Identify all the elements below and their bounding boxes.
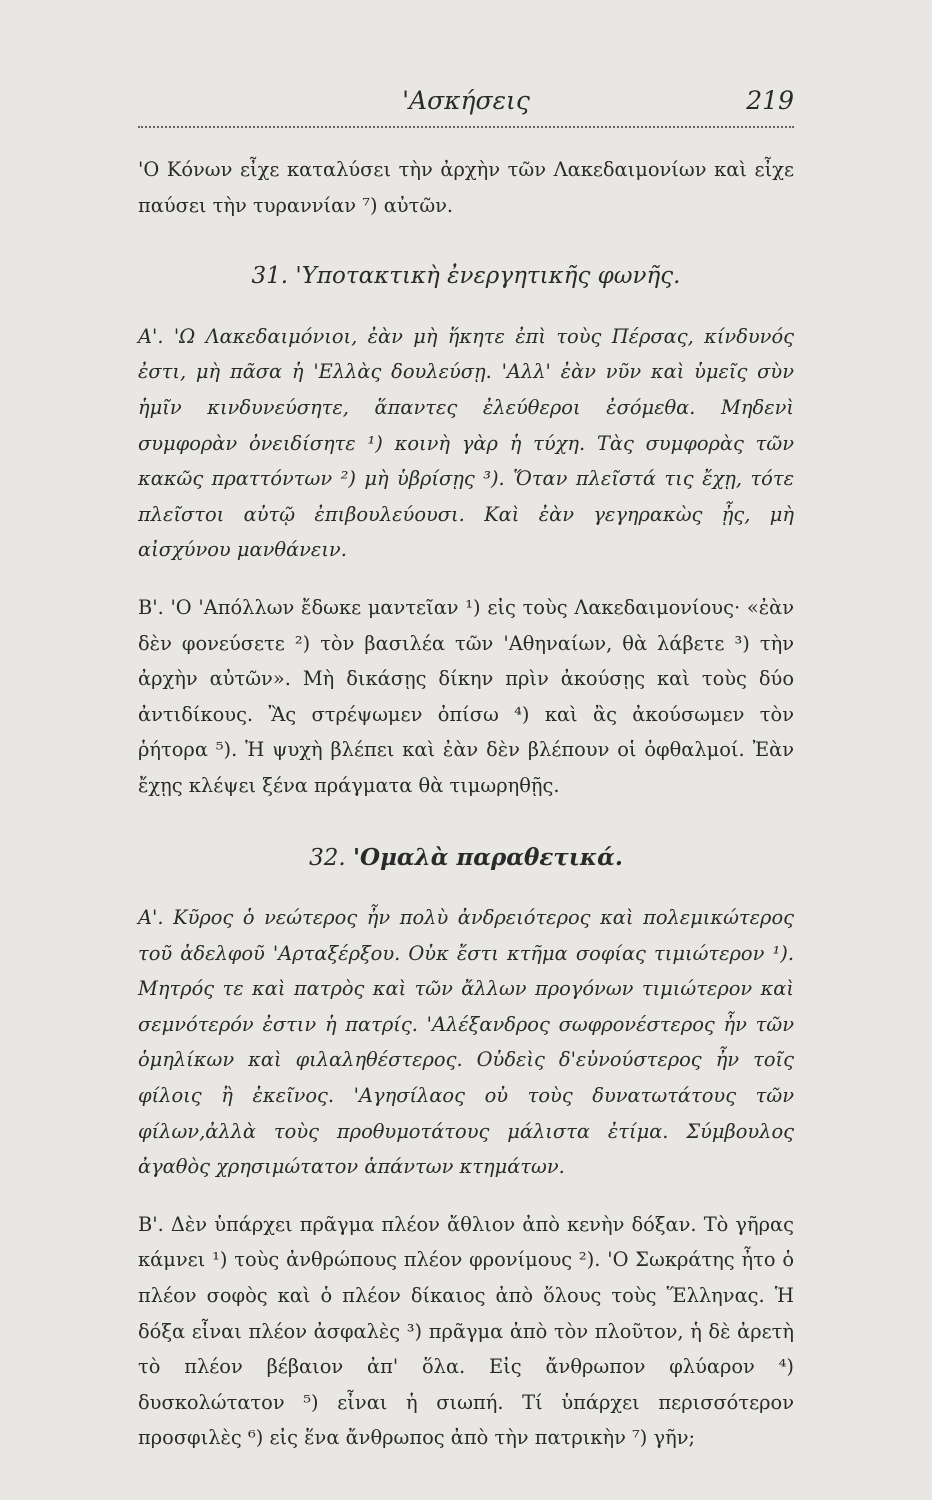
header-rule xyxy=(138,126,794,128)
section-31-a-text: 'Ω Λακεδαιμόνιοι, ἐὰν μὴ ἥκητε ἐπὶ τοὺς Πέρσας, κίνδυνός ἐστι, μὴ πᾶσα ἡ 'Ελλὰς δουλεύσῃ. 'Αλλ' ἐὰν νῦν καὶ ὑμεῖς σὺν ἡμῖν κινδυνεύσητε, ἅπαντες ἐλεύθεροι ἐσόμεθα. Μηδενὶ συμφορὰν ὀνειδίσητε ¹) κοινὴ γὰρ ἡ τύχη. Τὰς συμφορὰς τῶν κακῶς πραττόντων ²) μὴ ὑβρίσῃς ³). Ὅταν πλεῖστά τις ἔχῃ, τότε πλεῖστοι αὐτῷ ἐπιβουλεύουσι. Καὶ ἐὰν γεγηρακὼς ᾖς, μὴ αἰσχύνου μανθάνειν. xyxy=(138,324,794,562)
section-31-title: 'Υποτακτικὴ ἐνεργητικῆς φωνῆς. xyxy=(295,263,681,290)
section-31-b-marker: Β'. xyxy=(138,595,164,619)
intro-paragraph: 'Ο Κόνων εἶχε καταλύσει τὴν ἀρχὴν τῶν Λακεδαιμονίων καὶ εἶχε παύσει τὴν τυραννίαν ⁷) αὐτῶν. xyxy=(138,158,794,217)
section-32-b-paragraph xyxy=(138,1207,794,1456)
page-body xyxy=(138,152,794,1456)
running-title: 'Ασκήσεις xyxy=(402,86,530,115)
section-32-b-text: Δὲν ὑπάρχει πρᾶγμα πλέον ἄθλιον ἀπὸ κενὴν δόξαν. Τὸ γῆρας κάμνει ¹) τοὺς ἀνθρώπους πλέον φρονίμους ²). 'Ο Σωκράτης ἦτο ὁ πλέον σοφὸς καὶ ὁ πλέον δίκαιος ἀπὸ ὅλους τοὺς Ἕλληνας. Ἡ δόξα εἶναι πλέον ἀσφαλὲς ³) πρᾶγμα ἀπὸ τὸν πλοῦτον, ἡ δὲ ἀρετὴ τὸ πλέον βέβαιον ἀπ' ὅλα. Εἰς ἄνθρωπον φλύαρον ⁴) δυσκολώτατον ⁵) εἶναι ἡ σιωπή. Τί ὑπάρχει περισσότερον προσφιλὲς ⁶) εἰς ἕνα ἄνθρωπος ἀπὸ τὴν πατρικὴν ⁷) γῆν; xyxy=(138,1212,794,1450)
section-31-heading xyxy=(138,259,794,295)
section-31-a-paragraph xyxy=(138,319,794,568)
section-31-number: 31. xyxy=(251,263,289,290)
running-head xyxy=(138,82,794,122)
section-32-heading xyxy=(138,840,794,877)
section-31-a-marker: Α'. xyxy=(138,324,164,348)
section-32-number: 32. xyxy=(309,844,346,871)
section-31-b-paragraph xyxy=(138,590,794,804)
page-number: 219 xyxy=(746,86,794,115)
section-32-title: 'Ομαλὰ παραθετικά. xyxy=(353,843,623,871)
section-32-a-marker: Α'. xyxy=(138,906,164,930)
section-31-b-text: 'Ο 'Απόλλων ἔδωκε μαντεῖαν ¹) εἰς τοὺς Λακεδαιμονίους· «ἐὰν δὲν φονεύσετε ²) τὸν βασιλέα τῶν 'Αθηναίων, θὰ λάβετε ³) τὴν ἀρχὴν αὐτῶν». Μὴ δικάσῃς δίκην πρὶν ἀκούσῃς καὶ τοὺς δύο ἀντιδίκους. Ἂς στρέψωμεν ὀπίσω ⁴) καὶ ἂς ἀκούσωμεν τὸν ῥήτορα ⁵). Ἡ ψυχὴ βλέπει καὶ ἐὰν δὲν βλέπουν οἱ ὀφθαλμοί. Ἐὰν ἔχῃς κλέψει ξένα πράγματα θὰ τιμωρηθῇς. xyxy=(138,595,794,797)
section-32-b-marker: Β'. xyxy=(138,1212,164,1236)
section-32-a-paragraph xyxy=(138,900,794,1185)
section-32-a-text: Κῦρος ὁ νεώτερος ἦν πολὺ ἀνδρειότερος καὶ πολεμικώτερος τοῦ ἀδελφοῦ 'Αρταξέρξου. Οὐκ ἔστι κτῆμα σοφίας τιμιώτερον ¹). Μητρός τε καὶ πατρὸς καὶ τῶν ἄλλων προγόνων τιμιώτερον καὶ σεμνότερόν ἐστιν ἡ πατρίς. 'Αλέξανδρος σωφρονέστερος ἦν τῶν ὁμηλίκων καὶ φιλαληθέστερος. Οὐδεὶς δ'εὐνούστερος ἦν τοῖς φίλοις ἢ ἐκεῖνος. 'Αγησίλαος οὐ τοὺς δυνατωτάτους τῶν φίλων,ἀλλὰ τοὺς προθυμοτάτους μάλιστα ἐτίμα. Σύμβουλος ἀγαθὸς χρησιμώτατον ἁπάντων κτημάτων. xyxy=(138,906,794,1179)
